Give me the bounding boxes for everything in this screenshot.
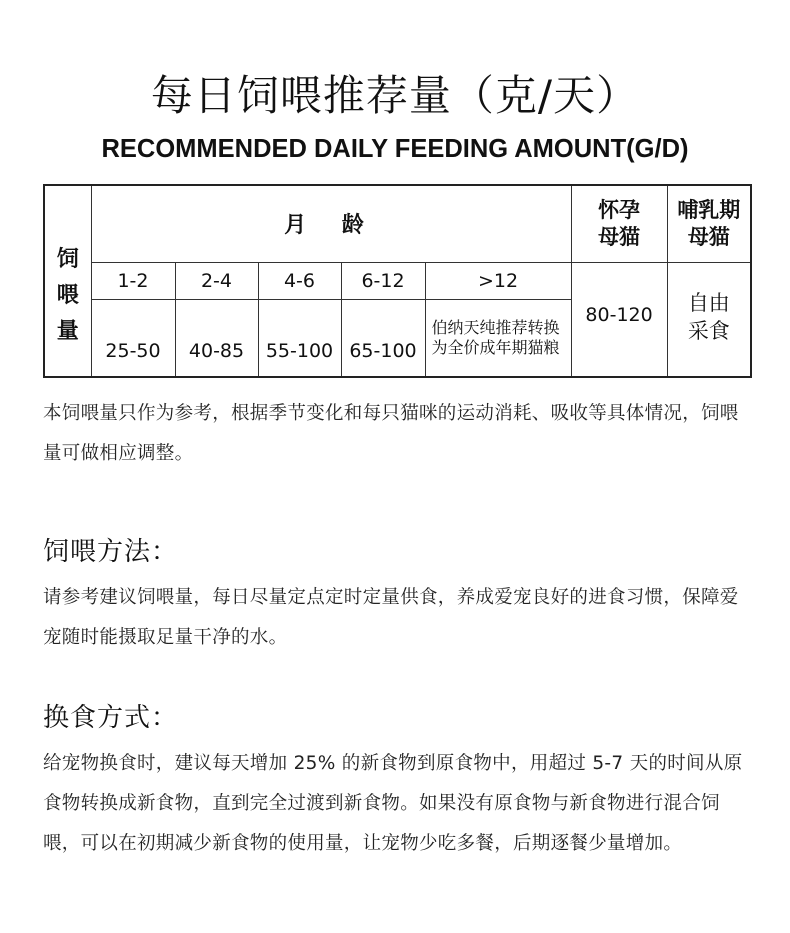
pregnant-header (571, 185, 667, 262)
pregnant-amount: 80-120 (571, 262, 667, 377)
pregnant-header-line: 母猫 (598, 224, 641, 249)
age-range-cell: 1-2 (91, 262, 175, 299)
feed-amount-header (44, 185, 91, 377)
adult-note-cell: 伯纳天纯推荐转换为全价成年期猫粮 (425, 299, 571, 377)
page-title-en: RECOMMENDED DAILY FEEDING AMOUNT(G/D) (101, 135, 689, 163)
nursing-header-line: 母猫 (687, 224, 730, 249)
food-change-text: 给宠物换食时，建议每天增加 25% 的新食物到原食物中，用超过 5-7 天的时间从原食物转换成新食物，直到完全过渡到新食物。如果没有原食物与新食物进行混合饲喂，可以在初期减少新食物的使用量，让宠物少吃多餐，后期逐餐少量增加。 (43, 753, 743, 854)
amount-cell: 65-100 (341, 299, 425, 377)
feed-label-char: 量 (56, 319, 79, 344)
nursing-header (667, 185, 751, 262)
feeding-method-text: 请参考建议饲喂量，每日尽量定点定时定量供食，养成爱宠良好的进食习惯，保障爱宠随时能摄取足量干净的水。 (43, 587, 739, 648)
nursing-amount (667, 262, 751, 377)
feeding-method-heading: 饲喂方法： (43, 537, 179, 567)
age-header: 月 龄 (91, 185, 571, 262)
age-range-cell: 2-4 (175, 262, 258, 299)
age-range-cell: 4-6 (258, 262, 341, 299)
page-title-cn: 每日饲喂推荐量（克/天） (150, 71, 640, 120)
feed-label-char: 喂 (56, 283, 79, 308)
age-range-cell: 6-12 (341, 262, 425, 299)
amount-cell: 25-50 (91, 299, 175, 377)
feed-label-char: 饲 (56, 247, 79, 272)
feeding-table (43, 184, 752, 378)
food-change-heading: 换食方式： (43, 703, 179, 733)
nursing-amount-line: 自由 (687, 290, 730, 315)
nursing-header-line: 哺乳期 (677, 197, 741, 222)
pregnant-header-line: 怀孕 (598, 197, 641, 222)
age-range-cell: >12 (425, 262, 571, 299)
reference-note: 本饲喂量只作为参考，根据季节变化和每只猫咪的运动消耗、吸收等具体情况，饲喂量可做相应调整。 (43, 403, 739, 464)
amount-cell: 55-100 (258, 299, 341, 377)
amount-cell: 40-85 (175, 299, 258, 377)
nursing-amount-line: 采食 (687, 318, 730, 343)
